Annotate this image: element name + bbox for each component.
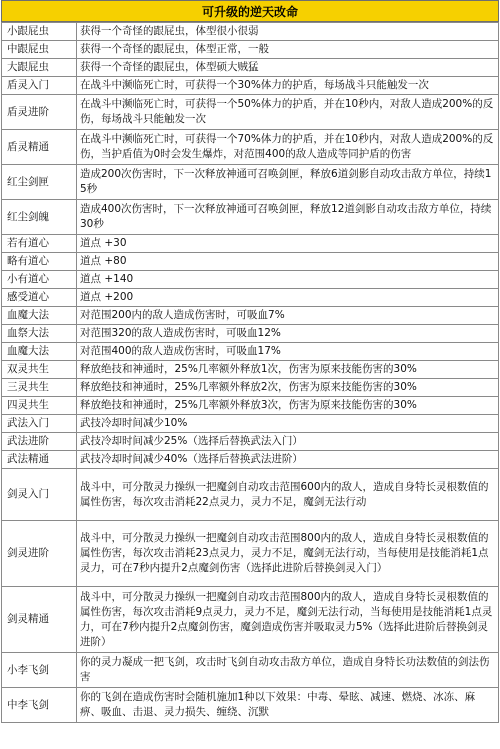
row-name: 血祭大法: [2, 325, 77, 343]
row-effect: 在战斗中濒临死亡时，可获得一个30%体力的护盾，每场战斗只能触发一次: [77, 77, 499, 95]
table-row: [2, 289, 499, 307]
table-row: [2, 77, 499, 95]
table-row: [2, 415, 499, 433]
row-name: 中跟屁虫: [2, 41, 77, 59]
row-effect: 你的灵力凝成一把飞剑，攻击时飞剑自动攻击敌方单位，造成自身特长功法数值的剑法伤害: [77, 653, 499, 688]
row-name: 四灵共生: [2, 397, 77, 415]
row-name: 武法精通: [2, 451, 77, 469]
row-effect: 获得一个奇怪的跟屁虫，体型很小很弱: [77, 23, 499, 41]
row-effect: 造成200次伤害时，下一次释放神通可召唤剑匣，释放6道剑影自动攻击敌方单位，持续15秒: [77, 165, 499, 200]
row-name: 剑灵入门: [2, 469, 77, 521]
row-effect: 对范围200内的敌人造成伤害时，可吸血7%: [77, 307, 499, 325]
row-effect: 获得一个奇怪的跟屁虫，体型硕大贼猛: [77, 59, 499, 77]
upgrade-sheet: [1, 0, 499, 723]
row-name: 感受道心: [2, 289, 77, 307]
row-effect: 释放绝技和神通时，25%几率额外释放2次，伤害为原来技能伤害的30%: [77, 379, 499, 397]
table-row: [2, 325, 499, 343]
table-row: [2, 521, 499, 587]
table-row: [2, 59, 499, 77]
table-row: [2, 95, 499, 130]
row-effect: 造成400次伤害时，下一次释放神通可召唤剑匣，释放12道剑影自动攻击敌方单位，持续30秒: [77, 200, 499, 235]
row-effect: 武技冷却时间减少25%（选择后替换武法入门）: [77, 433, 499, 451]
upgrade-table: [1, 22, 499, 723]
table-row: [2, 130, 499, 165]
row-name: 若有道心: [2, 235, 77, 253]
table-row: [2, 165, 499, 200]
row-effect: 对范围400的敌人造成伤害时，可吸血17%: [77, 343, 499, 361]
row-effect: 道点 +80: [77, 253, 499, 271]
row-name: 大跟屁虫: [2, 59, 77, 77]
table-row: [2, 253, 499, 271]
row-name: 小李飞剑: [2, 653, 77, 688]
table-row: [2, 451, 499, 469]
table-row: [2, 343, 499, 361]
row-name: 双灵共生: [2, 361, 77, 379]
row-effect: 你的飞剑在造成伤害时会随机施加1种以下效果：中毒、晕眩、减速、燃烧、冰冻、麻痹、吸血、击退、灵力损失、缠绕、沉默: [77, 688, 499, 723]
table-row: [2, 653, 499, 688]
table-row: [2, 361, 499, 379]
row-effect: 武技冷却时间减少10%: [77, 415, 499, 433]
row-name: 武法进阶: [2, 433, 77, 451]
table-row: [2, 688, 499, 723]
row-name: 小有道心: [2, 271, 77, 289]
row-effect: 道点 +140: [77, 271, 499, 289]
table-row: [2, 433, 499, 451]
table-row: [2, 397, 499, 415]
row-effect: 释放绝技和神通时，25%几率额外释放1次，伤害为原来技能伤害的30%: [77, 361, 499, 379]
row-effect: 武技冷却时间减少40%（选择后替换武法进阶）: [77, 451, 499, 469]
row-name: 小跟屁虫: [2, 23, 77, 41]
row-effect: 在战斗中濒临死亡时，可获得一个50%体力的护盾，并在10秒内，对敌人造成200%的反伤，每场战斗只能触发一次: [77, 95, 499, 130]
row-effect: 释放绝技和神通时，25%几率额外释放3次，伤害为原来技能伤害的30%: [77, 397, 499, 415]
table-row: [2, 23, 499, 41]
sheet-title: 可升级的逆天改命: [1, 0, 499, 22]
row-name: 血魔大法: [2, 307, 77, 325]
row-effect: 在战斗中濒临死亡时，可获得一个70%体力的护盾，并在10秒内，对敌人造成200%的反伤，当护盾值为0时会发生爆炸，对范围400的敌人造成等同护盾的伤害: [77, 130, 499, 165]
row-name: 剑灵进阶: [2, 521, 77, 587]
row-name: 武法入门: [2, 415, 77, 433]
table-row: [2, 235, 499, 253]
row-name: 中李飞剑: [2, 688, 77, 723]
table-row: [2, 379, 499, 397]
row-name: 三灵共生: [2, 379, 77, 397]
row-effect: 战斗中，可分散灵力操纵一把魔剑自动攻击范围800内的敌人，造成自身特长灵根数值的属性伤害，每次攻击消耗23点灵力，灵力不足，魔剑无法行动，当每使用是技能消耗1点灵力，可在7秒内提升2点魔剑伤害（选择此进阶后替换剑灵入门）: [77, 521, 499, 587]
row-name: 略有道心: [2, 253, 77, 271]
row-name: 盾灵精通: [2, 130, 77, 165]
row-name: 盾灵进阶: [2, 95, 77, 130]
table-row: [2, 469, 499, 521]
row-name: 剑灵精通: [2, 587, 77, 653]
row-effect: 战斗中，可分散灵力操纵一把魔剑自动攻击范围800内的敌人，造成自身特长灵根数值的属性伤害，每次攻击消耗9点灵力，灵力不足，魔剑无法行动，当每使用是技能消耗1点灵力，可在7秒内提升2点魔剑伤害，魔剑造成伤害并吸取灵力5%（选择此进阶后替换剑灵进阶）: [77, 587, 499, 653]
table-row: [2, 271, 499, 289]
table-row: [2, 41, 499, 59]
row-name: 红尘剑魄: [2, 200, 77, 235]
row-name: 盾灵入门: [2, 77, 77, 95]
row-name: 红尘剑匣: [2, 165, 77, 200]
row-effect: 对范围320的敌人造成伤害时，可吸血12%: [77, 325, 499, 343]
row-effect: 战斗中，可分散灵力操纵一把魔剑自动攻击范围600内的敌人，造成自身特长灵根数值的属性伤害，每次攻击消耗22点灵力，灵力不足，魔剑无法行动: [77, 469, 499, 521]
table-row: [2, 307, 499, 325]
table-row: [2, 200, 499, 235]
row-effect: 道点 +30: [77, 235, 499, 253]
row-effect: 获得一个奇怪的跟屁虫，体型正常，一般: [77, 41, 499, 59]
row-effect: 道点 +200: [77, 289, 499, 307]
row-name: 血魔大法: [2, 343, 77, 361]
table-row: [2, 587, 499, 653]
